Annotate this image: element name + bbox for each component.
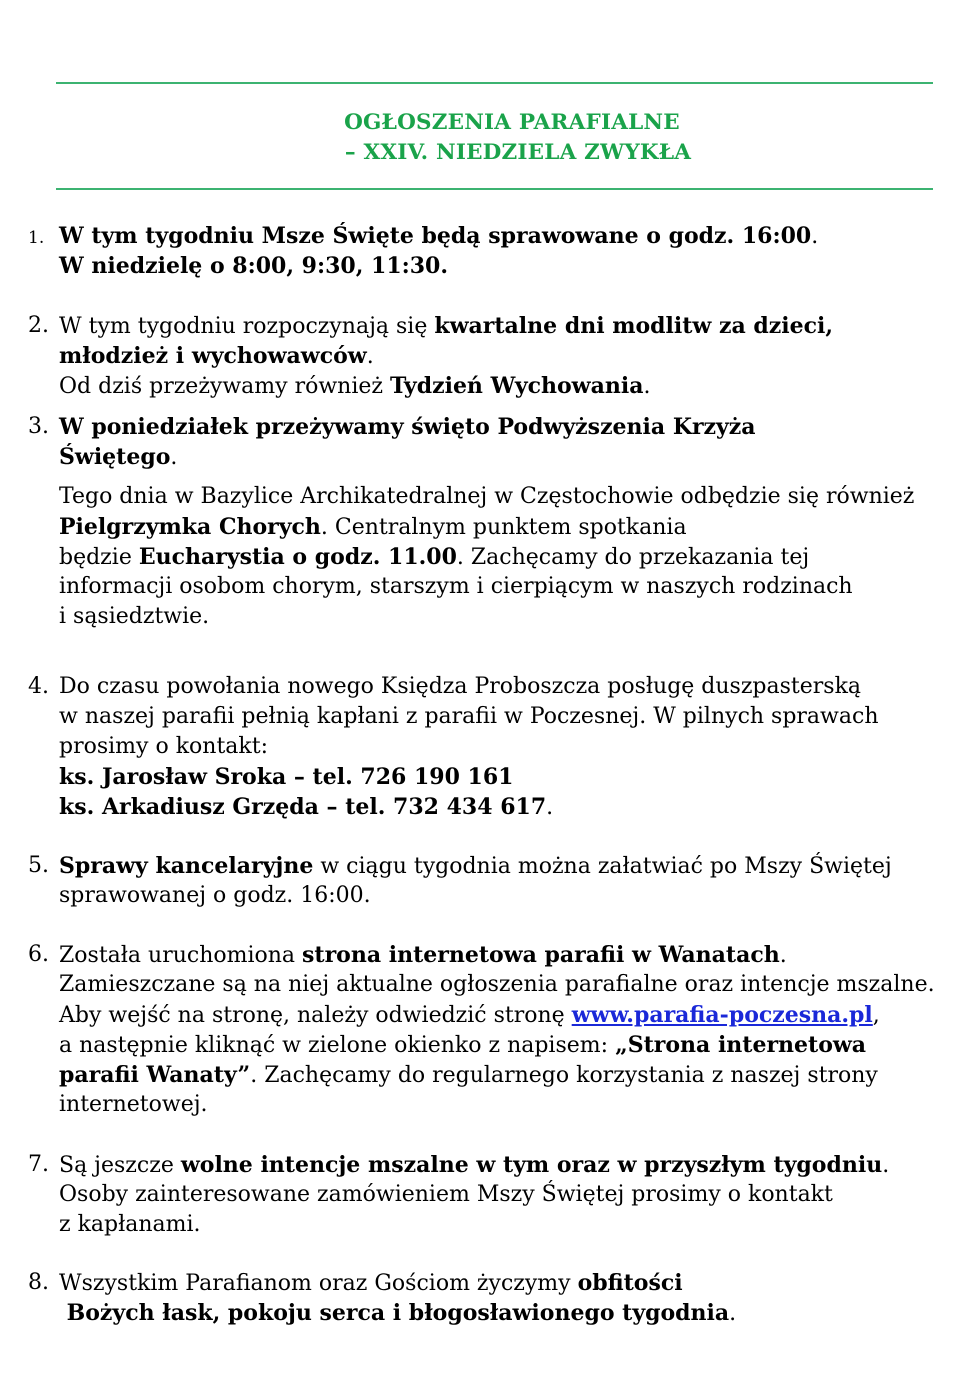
text-segment: Tydzień Wychowania [389, 373, 644, 399]
text-segment: . Zachęcamy do regularnego korzystania z naszej strony [250, 1063, 878, 1088]
text-segment: . [170, 445, 178, 470]
line-content [59, 442, 177, 473]
line-content [59, 371, 650, 402]
text-segment: . Zachęcamy do przekazania tej [456, 545, 810, 570]
text-segment: informacji osobom chorym, starszym i cierpiącym w naszych rodzinach [59, 574, 853, 599]
page-title: OGŁOSZENIA PARAFIALNE [344, 110, 680, 135]
line-content [59, 1268, 683, 1299]
text-segment: prosimy o kontakt: [59, 734, 268, 759]
line-content [59, 762, 513, 793]
text-segment: Została uruchomiona [59, 943, 303, 968]
text-segment: Bożych łask, pokoju serca i błogosławionego tygodnia [59, 1300, 730, 1326]
item-number: 2. [28, 313, 49, 338]
item-number: 4. [28, 674, 49, 699]
text-segment: a następnie kliknąć w zielone okienko z napisem: [59, 1033, 616, 1058]
text-segment: . [643, 374, 651, 399]
contact-grzeda: ks. Arkadiusz Grzęda – tel. 732 434 617 [59, 794, 547, 820]
item-number: 7. [28, 1152, 49, 1177]
bottom-divider [56, 188, 933, 190]
text-segment: internetowej. [59, 1092, 208, 1117]
text-segment: Od dziś przeżywamy również [59, 374, 390, 399]
item-number: 1. [28, 228, 45, 248]
text-segment: Tego dnia w Bazylice Archikatedralnej w Częstochowie odbędzie się również [59, 484, 915, 509]
contact-sroka: ks. Jarosław Sroka – tel. 726 190 161 [59, 764, 514, 790]
item-number: 6. [28, 942, 49, 967]
text-segment: W niedzielę o 8:00, 9:30, 11:30. [59, 253, 449, 279]
line-content [59, 940, 787, 971]
text-segment: Do czasu powołania nowego Księdza Proboszcza posługę duszpasterską [59, 674, 862, 699]
line-content [59, 311, 833, 342]
text-segment: Są jeszcze [59, 1153, 181, 1178]
text-segment: w naszej parafii pełnią kapłani z parafii w Poczesnej. W pilnych sprawach [59, 704, 879, 729]
text-segment: . [811, 224, 819, 249]
text-segment: będzie [59, 545, 139, 570]
text-segment: Aby wejść na stronę, należy odwiedzić stronę [59, 1003, 572, 1028]
text-segment: młodzież i wychowawców [59, 343, 367, 369]
text-segment: W tym tygodniu Msze Święte będą sprawowane o godz. 16:00 [59, 223, 812, 249]
text-segment: Wszystkim Parafianom oraz Gościom życzymy [59, 1271, 578, 1296]
text-segment: i sąsiedztwie. [59, 604, 210, 629]
text-segment: Osoby zainteresowane zamówieniem Mszy Świętej prosimy o kontakt [59, 1182, 833, 1207]
line-content [59, 251, 448, 282]
text-segment: parafii Wanaty” [59, 1062, 251, 1088]
line-content [59, 1000, 880, 1031]
text-segment: kwartalne dni modlitw za dzieci, [434, 313, 834, 339]
text-segment: Sprawy kancelaryjne [59, 853, 314, 879]
text-segment: . Centralnym punktem spotkania [320, 515, 687, 540]
text-segment: z kapłanami. [59, 1212, 201, 1237]
page-subtitle: – XXIV. NIEDZIELA ZWYKŁA [344, 140, 692, 165]
text-segment: W tym tygodniu rozpoczynają się [59, 314, 435, 339]
text-segment: w ciągu tygodnia można załatwiać po Mszy Świętej [313, 854, 892, 879]
text-segment: W poniedziałek przeżywamy święto Podwyższenia Krzyża [59, 414, 756, 440]
item-number: 5. [28, 853, 49, 878]
line-content [59, 851, 892, 882]
parish-website-link[interactable]: www.parafia-poczesna.pl [571, 1002, 873, 1028]
line-content [59, 792, 553, 823]
text-segment: Świętego [59, 444, 171, 470]
line-content [59, 1060, 878, 1091]
top-divider [56, 82, 933, 84]
line-content [59, 412, 756, 443]
item-number: 8. [28, 1270, 49, 1295]
text-segment: obfitości [577, 1270, 683, 1296]
text-segment: „Strona internetowa [615, 1032, 867, 1058]
text-segment: . [779, 943, 787, 968]
text-segment: . [882, 1153, 890, 1178]
text-segment: . [546, 795, 554, 820]
text-segment: . [366, 344, 374, 369]
line-content [59, 512, 687, 543]
text-segment: , [872, 1003, 880, 1028]
line-content [59, 221, 818, 252]
line-content [59, 1298, 736, 1329]
line-content [59, 1150, 889, 1181]
text-segment: Pielgrzymka Chorych [59, 514, 321, 540]
line-content [59, 1030, 866, 1061]
text-segment: wolne intencje mszalne w tym oraz w przyszłym tygodniu [180, 1152, 883, 1178]
text-segment: Eucharystia o godz. 11.00 [138, 544, 457, 570]
text-segment: strona internetowa parafii w Wanatach [302, 942, 780, 968]
text-segment: Zamieszczane są na niej aktualne ogłoszenia parafialne oraz intencje mszalne. [59, 972, 935, 997]
text-segment: sprawowanej o godz. 16:00. [59, 883, 371, 908]
item-number: 3. [28, 414, 49, 439]
line-content [59, 542, 809, 573]
line-content [59, 341, 374, 372]
text-segment: . [729, 1301, 737, 1326]
